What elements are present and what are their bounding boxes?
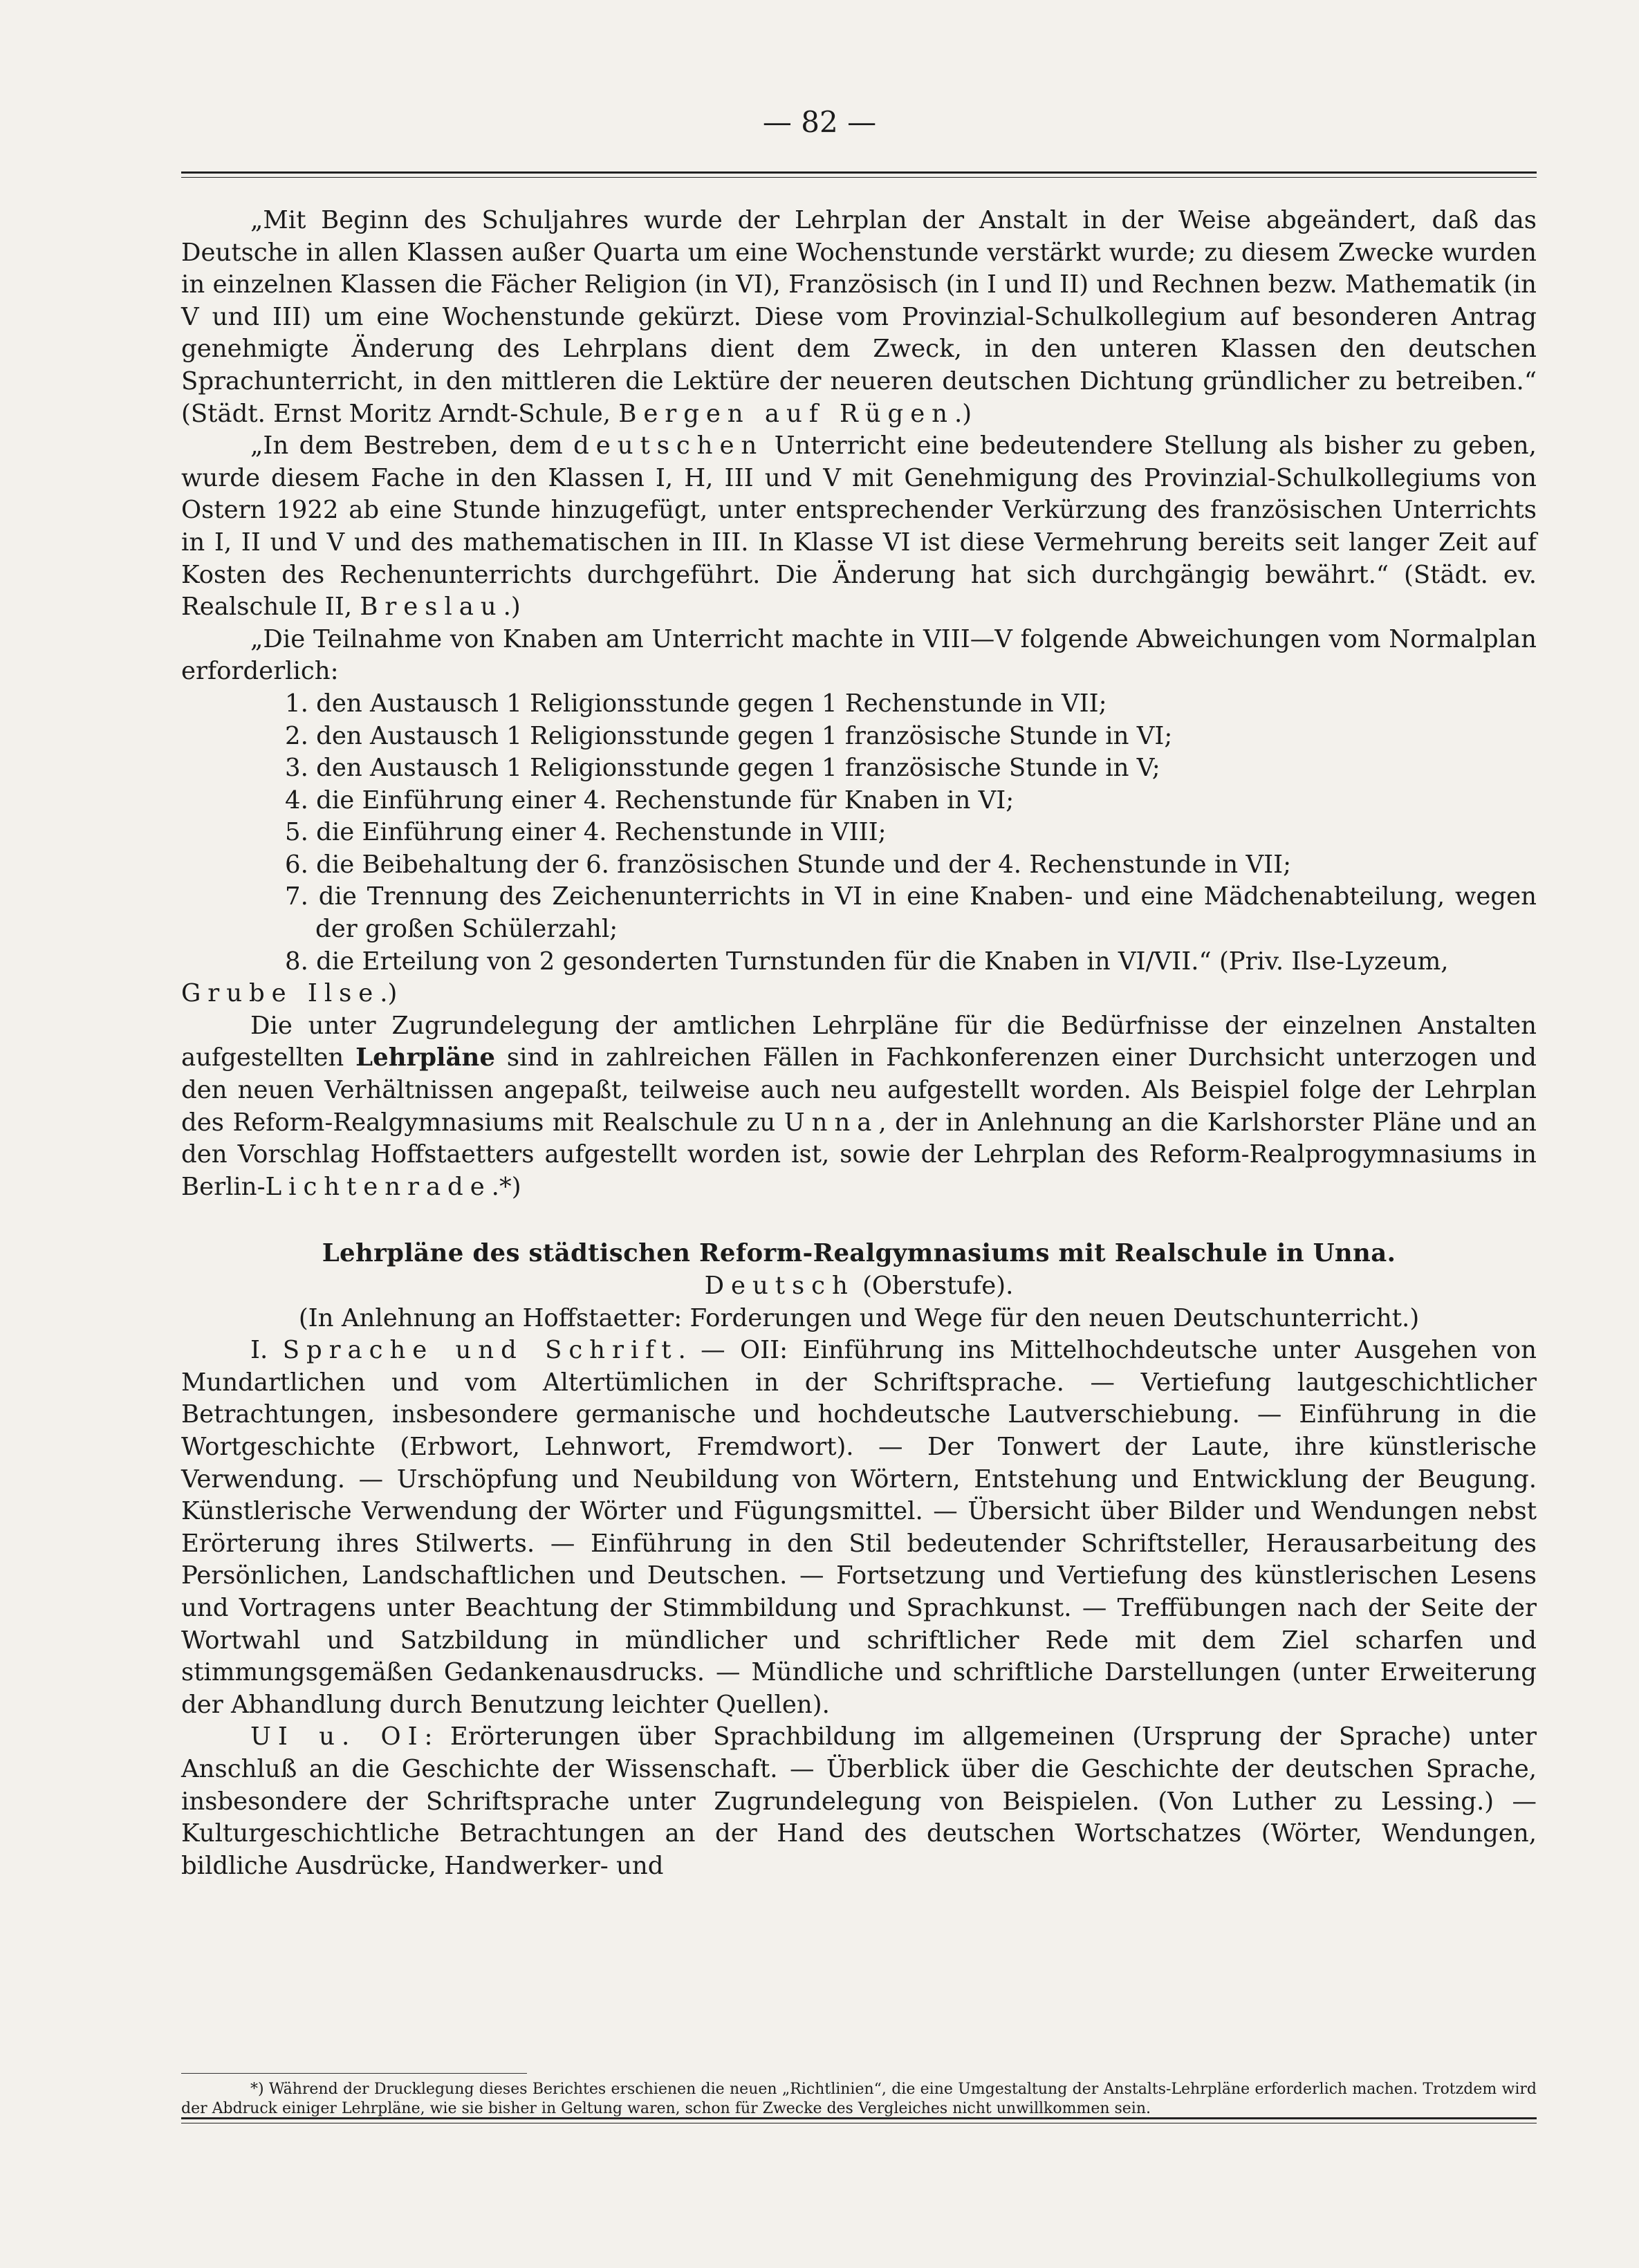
footer-rule bbox=[181, 2117, 1537, 2123]
list-source: Grube Ilse.) bbox=[181, 979, 398, 1008]
bold-lehrplaene: Lehrpläne bbox=[355, 1043, 495, 1072]
place-grube-ilse: Grube Ilse bbox=[181, 979, 380, 1008]
list-item: 6. die Beibehaltung der 6. französischen Stunde und der 4. Rechenstunde in VII; bbox=[285, 850, 1292, 879]
deviation-list bbox=[181, 688, 1537, 978]
spaced-sprache-schrift: Sprache und Schrift bbox=[282, 1336, 678, 1365]
footnote: *) Während der Drucklegung dieses Berichtes erschienen die neuen „Richtlinien“, die eine Umgestaltung der Anstalts-Lehrpläne erforderlich machen. Trotzdem wird der Abdruck einiger Lehrpläne, wie sie bisher in Geltung waren, schon für Zwecke des Vergleiches nicht unwillkommen sein. bbox=[181, 2081, 1537, 2117]
list-item: 1. den Austausch 1 Religionsstunde gegen 1 Rechenstunde in VII; bbox=[285, 689, 1107, 718]
footnote-rule bbox=[181, 2073, 527, 2074]
spaced-deutschen: deutschen bbox=[573, 431, 764, 461]
paragraph-ilse-intro: „Die Teilnahme von Knaben am Unterricht machte in VIII—V folgende Abweichungen vom Normalplan erforderlich: bbox=[181, 624, 1537, 686]
list-item: 8. die Erteilung von 2 gesonderten Turnstunden für die Knaben in VI/VII.“ (Priv. Ilse-Lyzeum, bbox=[285, 947, 1449, 976]
paragraph-ui-oi: UI u. OI: Erörterungen über Sprachbildung im allgemeinen (Ursprung der Sprache) unter Anschluß an die Geschichte der Wissenschaft. — Überblick über die Geschichte der deutschen Sprache, insbesondere der Schriftsprache unter Zugrundelegung von Beispielen. (Von Luther zu Lessing.) — Kulturgeschichtliche Betrachtungen an der Hand des deutschen Wortschatzes (Wörter, Wendungen, bildliche Ausdrücke, Handwerker- und bbox=[181, 1722, 1537, 1880]
place-unna: Unna bbox=[784, 1108, 879, 1137]
spaced-ui-oi: UI u. OI bbox=[250, 1722, 425, 1751]
list-item: 3. den Austausch 1 Religionsstunde gegen 1 französische Stunde in V; bbox=[285, 754, 1160, 783]
paragraph-breslau: „In dem Bestreben, dem deutschen Unterricht eine bedeutendere Stellung als bisher zu geben, wurde diesem Fache in den Klassen I, H, III und V mit Genehmigung des Provinzial-Schulkollegiums von Ostern 1922 ab eine Stunde hinzugefügt, unter entsprechender Verkürzung des französischen Unterrichts in I, II und V und des mathematischen in III. In Klasse VI ist diese Vermehrung bereits seit langer Zeit auf Kosten des Rechenunterrichts durchgeführt. Die Änderung hat sich durchgängig bewährt.“ (Städt. ev. Realschule II, Breslau.) bbox=[181, 431, 1537, 622]
paragraph-sprache-schrift: I. Sprache und Schrift. — OII: Einführung ins Mittelhochdeutsche unter Ausgehen von Mundartlichen und vom Altertümlichen in der Schriftsprache. — Vertiefung lautgeschichtlicher Betrachtungen, insbesondere germanische und hochdeutsche Lautverschiebung. — Einführung in die Wortgeschichte (Erbwort, Lehnwort, Fremdwort). — Der Tonwert der Laute, ihre künstlerische Verwendung. — Urschöpfung und Neubildung von Wörtern, Entstehung und Entwicklung der Beugung. Künstlerische Verwendung der Wörter und Fügungsmittel. — Übersicht über Bilder und Wendungen nebst Erörterung ihres Stilwerts. — Einführung in den Stil bedeutender Schriftsteller, Herausarbeitung des Persönlichen, Landschaftlichen und Deutschen. — Fortsetzung und Vertiefung des künstlerischen Lesens und Vortragens unter Beachtung der Stimmbildung und Sprachkunst. — Treffübungen nach der Seite der Wortwahl und Satzbildung in mündlicher und schriftlicher Rede mit dem Ziel scharfen und stimmungsgemäßen Gedankenausdrucks. — Mündliche und schriftliche Darstellungen (unter Erweiterung der Abhandlung durch Benutzung leichter Quellen). bbox=[181, 1336, 1537, 1719]
place-lichtenrade: Lichtenrade bbox=[265, 1172, 492, 1201]
header-rule bbox=[181, 171, 1537, 178]
subheading-source: (In Anlehnung an Hoffstaetter: Forderungen und Wege für den neuen Deutschunterricht.) bbox=[298, 1303, 1420, 1332]
list-item: 5. die Einführung einer 4. Rechenstunde in VIII; bbox=[285, 818, 887, 847]
body-text bbox=[181, 205, 1537, 1882]
subheading: Deutsch (Oberstufe). bbox=[704, 1272, 1014, 1300]
page-number: — 82 — bbox=[762, 105, 877, 139]
paragraph-lehrplaene: Die unter Zugrundelegung der amtlichen Lehrpläne für die Bedürfnisse der einzelnen Anstalten aufgestellten Lehrpläne sind in zahlreichen Fällen in Fachkonferenzen einer Durchsicht unterzogen und den neuen Verhältnissen angepaßt, teilweise auch neu aufgestellt worden. Als Beispiel folge der Lehrplan des Reform-Realgymnasiums mit Realschule zu Unna, der in Anlehnung an die Karlshorster Pläne und an den Vorschlag Hoffstaetters aufgestellt worden ist, sowie der Lehrplan des Reform-Realprogymnasiums in Berlin-Lichtenrade.*) bbox=[181, 1011, 1537, 1201]
list-item: 7. die Trennung des Zeichenunterrichts in VI in eine Knaben- und eine Mädchenabteilung, wegen der großen Schülerzahl; bbox=[285, 882, 1537, 944]
place-bergen: Bergen auf Rügen bbox=[618, 399, 954, 428]
spaced-deutsch: Deutsch bbox=[704, 1272, 855, 1300]
paragraph-bergen: „Mit Beginn des Schuljahres wurde der Lehrplan der Anstalt in der Weise abgeändert, daß das Deutsche in allen Klassen außer Quarta um eine Wochenstunde verstärkt wurde; zu diesem Zwecke wurden in einzelnen Klassen die Fächer Religion (in VI), Französisch (in I und II) und Rechnen bezw. Mathematik (in V und III) um eine Wochenstunde gekürzt. Diese vom Provinzial-Schulkollegium auf besonderen Antrag genehmigte Änderung des Lehrplans dient dem Zweck, in den unteren Klassen den deutschen Sprachunterricht, in den mittleren die Lektüre der neueren deutschen Dichtung gründlicher zu betreiben.“ (Städt. Ernst Moritz Arndt-Schule, Bergen auf Rügen.) bbox=[181, 206, 1537, 428]
place-breslau: Breslau bbox=[360, 593, 503, 622]
section-heading: Lehrpläne des städtischen Reform-Realgymnasiums mit Realschule in Unna. bbox=[322, 1239, 1396, 1268]
list-item: 4. die Einführung einer 4. Rechenstunde für Knaben in VI; bbox=[285, 786, 1015, 815]
list-item: 2. den Austausch 1 Religionsstunde gegen 1 französische Stunde in VI; bbox=[285, 721, 1173, 750]
